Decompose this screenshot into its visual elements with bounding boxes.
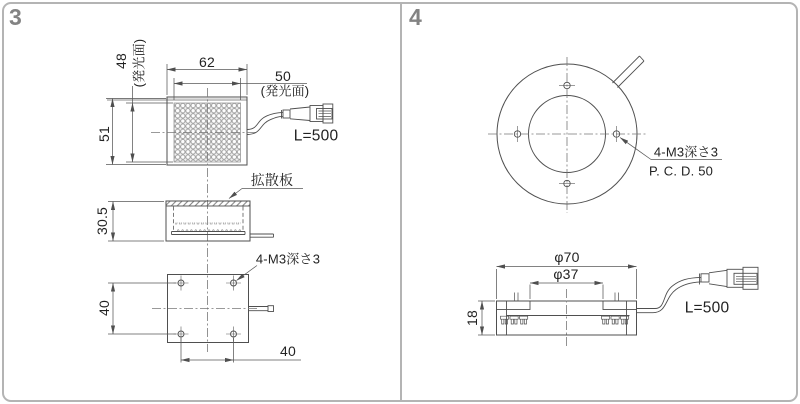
p3-dim-hole-pitch-h: 40	[280, 343, 296, 359]
p3-cable	[248, 112, 283, 134]
p4-dim-inner-dia: φ37	[553, 266, 579, 282]
p3-dim-width-total: 62	[199, 54, 215, 70]
panel3-number: 3	[9, 4, 22, 30]
p3-dim-height-emitting: 48	[113, 53, 129, 69]
p4-dim-outer-dia: φ70	[554, 249, 580, 265]
ring-leds	[501, 316, 629, 324]
p3-height-emitting-note: (発光面)	[131, 38, 147, 88]
p3-dim-side-height: 30.5	[94, 206, 110, 236]
led-row	[175, 223, 241, 232]
p3-side-body	[166, 201, 250, 241]
diffuser-plate	[166, 201, 250, 206]
p4-hole-note: 4-M3深さ3	[653, 144, 719, 160]
p4-connector	[700, 267, 759, 289]
p4-dim-section-height: 18	[464, 310, 480, 326]
p3-cable-length-label: L=500	[293, 127, 339, 145]
p3-dim-width-emitting: 50	[275, 68, 291, 84]
p4-cable-length-label: L=500	[684, 299, 730, 317]
p3-hole-note: 4-M3深さ3	[255, 251, 321, 267]
p4-top-cable-stub	[613, 56, 645, 88]
p3-connector	[282, 104, 333, 123]
panel-divider	[400, 3, 402, 401]
p3-diffuser-label: 拡散板	[250, 172, 294, 188]
p3-dim-height-total: 51	[96, 126, 112, 142]
panel4-number: 4	[409, 4, 422, 30]
p3-side-cable-stub	[250, 234, 274, 237]
panel3-side-view	[108, 189, 303, 242]
p3-width-emitting-note: (発光面)	[260, 83, 310, 99]
led-board	[172, 232, 246, 235]
panel4-top-view	[488, 56, 722, 213]
p4-pcd-note: P. C. D. 50	[648, 163, 714, 179]
p3-dim-hole-pitch-v: 40	[96, 300, 112, 316]
panel3-bottom-view	[108, 266, 301, 363]
